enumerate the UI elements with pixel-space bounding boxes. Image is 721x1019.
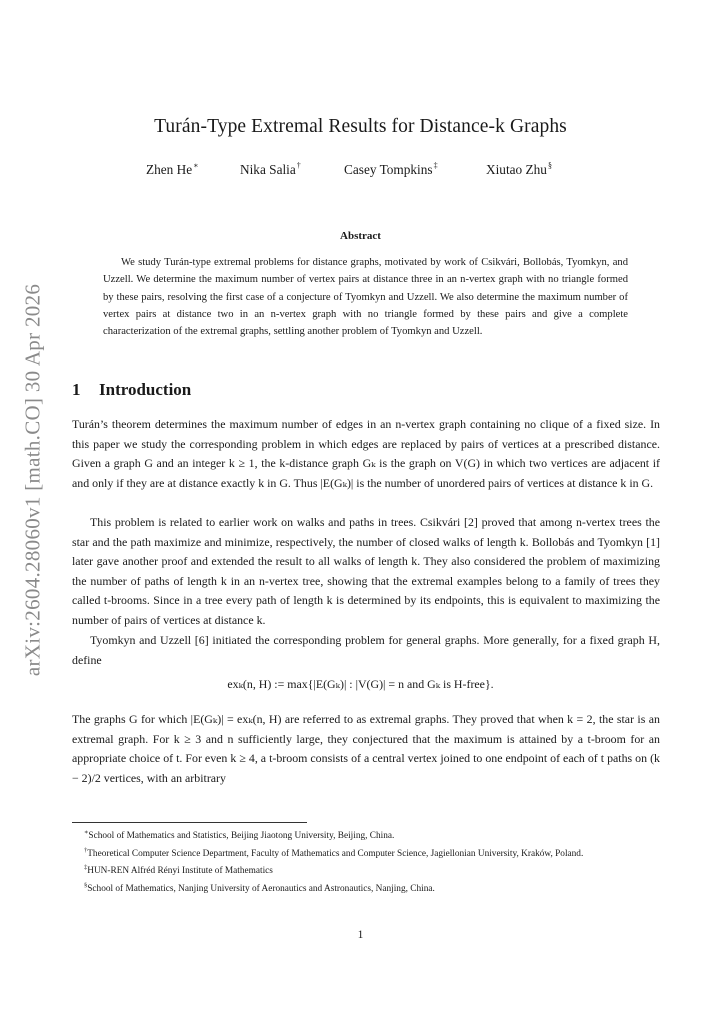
page-number: 1	[357, 929, 364, 941]
author-name: Zhen He	[146, 162, 193, 177]
footnote	[72, 826, 660, 844]
abstract-text: We study Turán-type extremal problems for distance graphs, motivated by work of Csikvári, Bollobás, Tyomkyn, and Uzzell. We determine the maximum number of vertex pairs at distance three in an n-vertex graph with no triangle formed by these pairs, resolving the first case of a conjecture of Tyomkyn and Uzzell. We also determine the maximum number of vertex pairs at distance two in an n-vertex graph with no triangle formed by these pairs and give a complete characterization of the extremal graphs, settling another problem of Tyomkyn and Uzzell.	[103, 257, 628, 338]
paragraph: Tyomkyn and Uzzell [6] initiated the corresponding problem for general graphs. More generally, for a fixed graph H, define	[72, 633, 660, 667]
footnote-mark: †	[84, 846, 88, 854]
footnote-text: Theoretical Computer Science Department, Faculty of Mathematics and Computer Science, Jagiellonian University, Kraków, Poland.	[87, 848, 584, 859]
author	[486, 161, 552, 178]
affiliation-mark: ∗	[193, 161, 199, 170]
author	[344, 161, 438, 178]
display-equation: exₖ(n, H) := max{|E(Gₖ)| : |V(G)| = n and Gₖ is H-free}.	[227, 677, 494, 691]
footnote	[72, 879, 660, 897]
section-number: 1	[72, 380, 81, 399]
footnote-divider	[72, 822, 307, 823]
affiliation-mark: ‡	[433, 161, 438, 170]
section-title: Introduction	[99, 380, 192, 399]
footnote	[72, 861, 660, 879]
author-name: Xiutao Zhu	[486, 162, 547, 177]
footnote-text: HUN-REN Alfréd Rényi Institute of Mathematics	[87, 866, 273, 877]
paper-title: Turán-Type Extremal Results for Distance-k Graphs	[154, 116, 567, 137]
author-list	[130, 161, 600, 183]
abstract-heading: Abstract	[340, 230, 381, 242]
footnote	[72, 844, 660, 862]
arxiv-identifier: arXiv:2604.28060v1 [math.CO] 30 Apr 2026	[20, 283, 45, 677]
author	[146, 161, 199, 178]
paragraph: Turán’s theorem determines the maximum number of edges in an n-vertex graph containing no clique of a fixed size. In this paper we study the corresponding problem in which edges are replaced by pairs of vertices at a prescribed distance. Given a graph G and an integer k ≥ 1, the k-distance graph Gₖ is the graph on V(G) in which two vertices are adjacent if and only if they are at distance exactly k in G. Thus |E(Gₖ)| is the number of unordered pairs of vertices at distance k in G.	[72, 417, 660, 490]
footnote-mark: §	[84, 881, 88, 889]
footnotes	[72, 826, 660, 896]
footnote-mark: ‡	[84, 864, 88, 872]
affiliation-mark: §	[547, 161, 552, 170]
affiliation-mark: †	[296, 161, 301, 170]
author-name: Nika Salia	[240, 162, 296, 177]
footnote-mark: ∗	[84, 829, 89, 836]
author-name: Casey Tompkins	[344, 162, 433, 177]
paragraph: This problem is related to earlier work on walks and paths in trees. Csikvári [2] proved that among n-vertex trees the star and the path maximize and minimize, respectively, the number of closed walks of length k. Bollobás and Tyomkyn [1] later gave another proof and extended the result to all walks of length k. They also considered the problem of maximizing the number of paths of length k in an n-vertex tree, showing that the extremal examples belong to a family of trees they called t-brooms. Since in a tree every path of length k is determined by its endpoints, this is equivalent to maximizing the number of pairs of vertices at distance k.	[72, 515, 660, 627]
paragraph: The graphs G for which |E(Gₖ)| = exₖ(n, H) are referred to as extremal graphs. They proved that when k = 2, the star is an extremal graph. For k ≥ 3 and n sufficiently large, they conjectured that the maximum is attained by a t-broom for an appropriate choice of t. For even k ≥ 4, a t-broom consists of a central vertex joined to one endpoint of each of t paths on (k − 2)/2 vertices, with an arbitrary	[72, 712, 660, 785]
footnote-text: School of Mathematics, Nanjing University of Aeronautics and Astronautics, Nanjing, China.	[87, 883, 435, 894]
footnote-text: School of Mathematics and Statistics, Beijing Jiaotong University, Beijing, China.	[88, 831, 395, 841]
section-heading	[72, 380, 191, 400]
author	[240, 161, 301, 178]
